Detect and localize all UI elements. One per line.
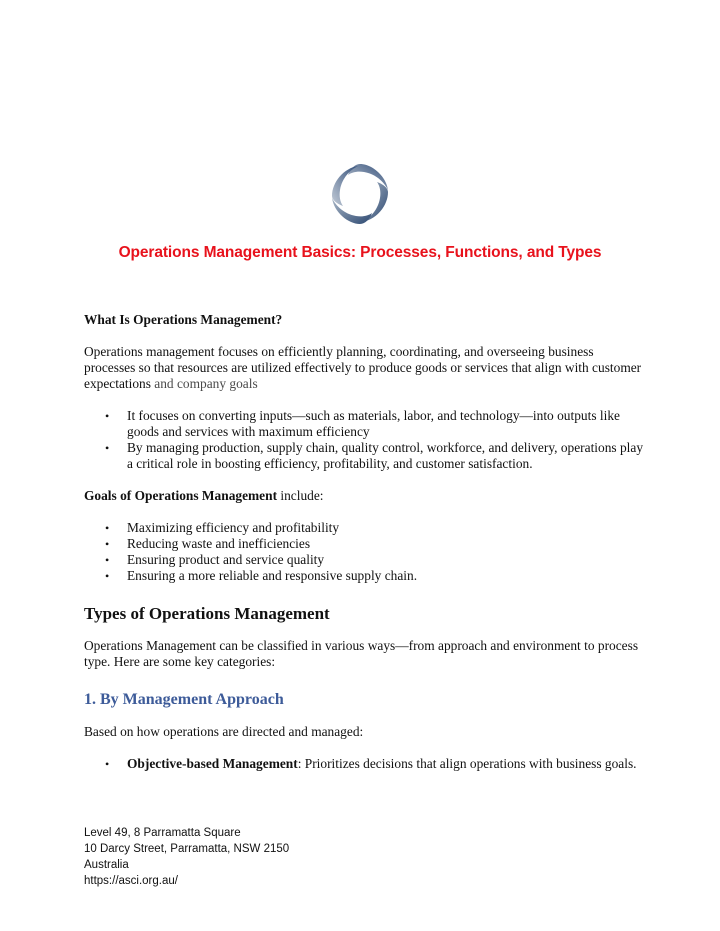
document-body (84, 312, 644, 772)
types-heading: Types of Operations Management (84, 604, 330, 623)
list-item: • Maximizing efficiency and profitability (127, 520, 644, 536)
goals-heading (84, 488, 644, 504)
definition-bullet-list (84, 408, 644, 472)
approach-desc: : Prioritizes decisions that align operations with business goals. (297, 756, 637, 771)
footer-line: 10 Darcy Street, Parramatta, NSW 2150 (84, 843, 290, 855)
footer-line: Level 49, 8 Parramatta Square (84, 827, 241, 839)
types-intro: Operations Management can be classified in various ways—from approach and environment to process type. Here are some key categories: (84, 638, 639, 669)
document-title: Operations Management Basics: Processes, Functions, and Types (118, 244, 602, 261)
approach-intro: Based on how operations are directed and managed: (84, 724, 364, 739)
footer-line: Australia (84, 859, 129, 871)
section-heading-what-is: What Is Operations Management? (84, 312, 283, 327)
footer-url: https://asci.org.au/ (84, 875, 178, 887)
intro-text: Operations management focuses on efficiently planning, coordinating, and overseeing business processes so that resources are utilized effectively to produce goods or services that align with customer expectations (84, 344, 642, 391)
intro-paragraph (84, 344, 644, 392)
list-item: • Ensuring a more reliable and responsive supply chain. (127, 568, 644, 584)
goals-bullet-list (84, 520, 644, 584)
list-item: • It focuses on converting inputs—such as materials, labor, and technology—into outputs like goods and services with maximum efficiency (127, 408, 644, 440)
list-item: • Ensuring product and service quality (127, 552, 644, 568)
approach-term: Objective-based Management (127, 756, 298, 771)
approach-bullet-list (84, 756, 644, 772)
management-approach-heading: 1. By Management Approach (84, 691, 284, 708)
rotating-ribbon-logo-icon (328, 160, 392, 228)
footer-address (84, 825, 289, 889)
intro-tail-text: and company goals (150, 376, 258, 391)
list-item (127, 756, 644, 772)
goals-heading-bold: Goals of Operations Management (84, 488, 278, 503)
goals-heading-rest: include: (277, 488, 324, 503)
list-item: • By managing production, supply chain, quality control, workforce, and delivery, operations play a critical role in boosting efficiency, profitability, and customer satisfaction. (127, 440, 644, 472)
list-item: • Reducing waste and inefficiencies (127, 536, 644, 552)
